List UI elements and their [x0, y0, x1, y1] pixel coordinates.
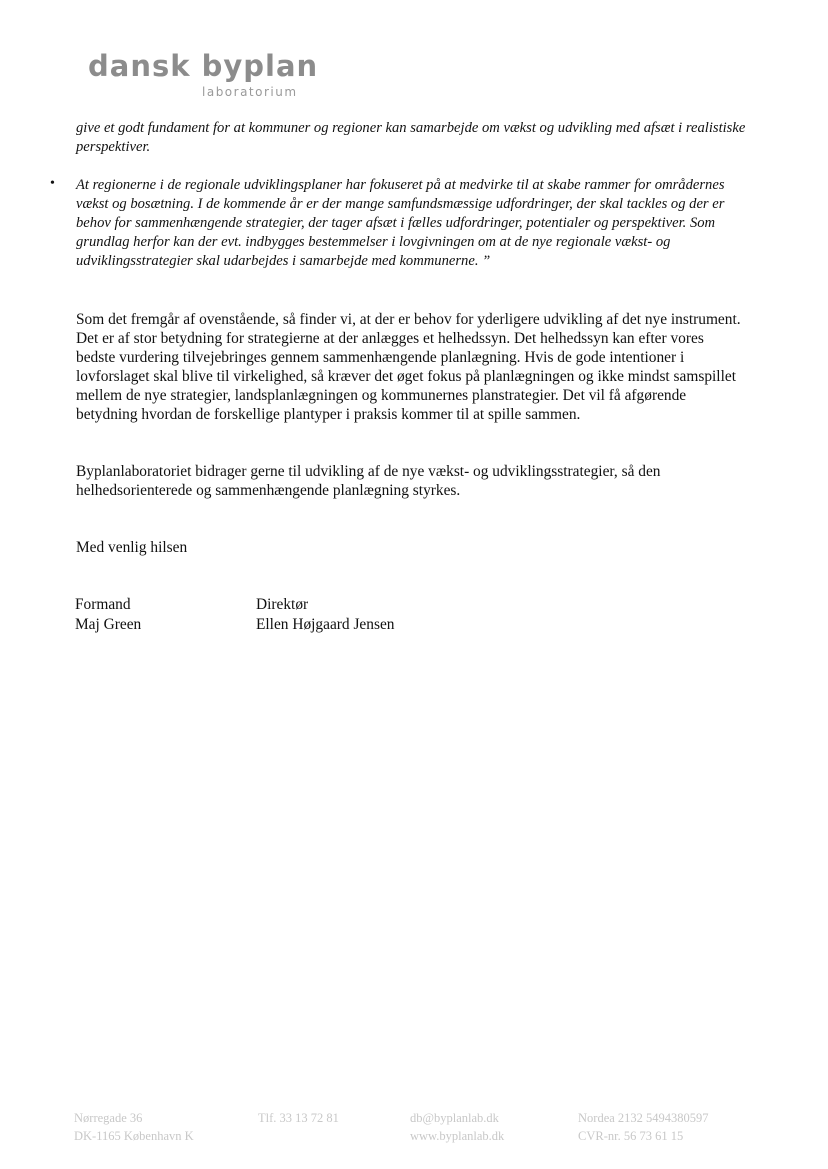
footer-phone-number: Tlf. 33 13 72 81 — [258, 1111, 339, 1125]
footer-bank — [578, 1109, 709, 1145]
footer-web: www.byplanlab.dk — [410, 1129, 505, 1143]
signature-chairman — [75, 595, 141, 635]
footer-email: db@byplanlab.dk — [410, 1111, 499, 1125]
italic-continuation: give et godt fundament for at kommuner og regioner kan samarbejde om vækst og udvikling med afsæt i realistiske perspektiver. — [76, 120, 746, 155]
bullet-text: At regionerne i de regionale udviklingsplaner har fokuseret på at medvirke til at skabe rammer for områdernes vækst og bosætning. I de kommende år er der mange samfundsmæssige udfordringer, der skal tackles og der er behov for sammenhængende strategier, der tager afsæt i fælles udfordringer, potentialer og perspektiver. Som grundlag herfor kan der evt. indbygges bestemmelser i lovgivningen om at de nye regionale vækst- og udviklingsstrategier skal udarbejdes i samarbejde med kommunerne. ” — [76, 177, 725, 269]
paragraph-1: Som det fremgår af ovenstående, så finder vi, at der er behov for yderligere udvikling af det nye instrument. Det er af stor betydning for strategierne at der anlægges et helhedssyn. Det helhedssyn kan efter vores bedste vurdering tilvejebringes gennem sammenhængende planlægning. Hvis de gode intentioner i lovforslaget skal blive til virkelighed, så kræver det øget fokus på planlægningen og ikke mindst samspillet mellem de nye strategier, landsplanlægningen og kommunernes planstrategier. Det vil få afgørende betydning hvordan de forskellige plantyper i praksis kommer til at spille sammen. — [76, 311, 741, 423]
footer-cvr: CVR-nr. 56 73 61 15 — [578, 1129, 684, 1143]
closing-greeting: Med venlig hilsen — [76, 539, 188, 556]
footer-bank-account: Nordea 2132 5494380597 — [578, 1111, 709, 1125]
footer-city: DK-1165 København K — [74, 1129, 194, 1143]
footer-contact — [410, 1109, 504, 1145]
signature-name: Ellen Højgaard Jensen — [256, 616, 395, 633]
footer-phone — [258, 1109, 339, 1127]
bullet-icon: • — [50, 176, 55, 191]
footer-address — [74, 1109, 194, 1145]
signature-name: Maj Green — [75, 616, 142, 633]
signature-role: Direktør — [256, 596, 309, 613]
paragraph-2: Byplanlaboratoriet bidrager gerne til udvikling af de nye vækst- og udviklingsstrategier, så den helhedsorienterede og sammenhængende planlægning styrkes. — [76, 463, 661, 499]
footer-street: Nørregade 36 — [74, 1111, 143, 1125]
logo — [88, 49, 348, 99]
logo-subtitle: laboratorium — [202, 85, 298, 99]
signature-role: Formand — [75, 596, 131, 613]
signature-director — [256, 595, 394, 635]
logo-name: dansk byplan — [88, 49, 319, 83]
